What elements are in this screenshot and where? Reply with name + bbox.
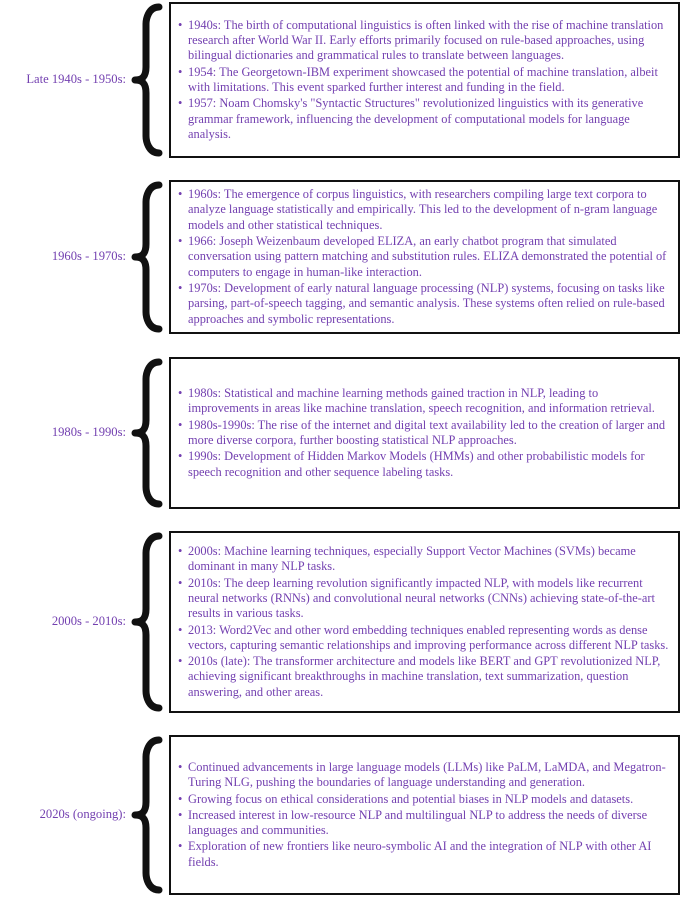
- era-bullet-list: [178, 760, 669, 870]
- era-bullet-text: Increased interest in low-resource NLP and multilingual NLP to address the needs of diverse languages and communities.: [188, 807, 648, 838]
- bullet-dot-icon: •: [178, 234, 183, 249]
- era-bullet-text: 2010s (late): The transformer architecture and models like BERT and GPT revolutionized NLP, achieving significant breakthroughs in machine translation, text summarization, question answering, and other areas.: [188, 654, 661, 699]
- era-bullet-item: [178, 576, 669, 622]
- era-bullet-item: [178, 839, 669, 870]
- era-bullet-item: [178, 760, 669, 791]
- bullet-dot-icon: •: [178, 417, 183, 432]
- era-content-box: [169, 357, 680, 509]
- era-bullet-item: [178, 18, 669, 64]
- era-bullet-item: [178, 623, 669, 654]
- era-bullet-item: [178, 418, 669, 449]
- era-bullet-text: 1954: The Georgetown-IBM experiment showcased the potential of machine translation, albeit with limitations. This event sparked further interest and funding in the field.: [188, 64, 658, 94]
- era-bullet-list: [178, 187, 669, 327]
- era-bullet-text: 1990s: Development of Hidden Markov Models (HMMs) and other probabilistic models for speech recognition and other sequence labeling tasks.: [188, 449, 645, 479]
- era-box-cell: [166, 2, 685, 158]
- bullet-dot-icon: •: [178, 64, 183, 79]
- era-bullet-text: Continued advancements in large language models (LLMs) like PaLM, LaMDA, and Megatron-Turing NLG, pushing the boundaries of language understanding and generation.: [188, 759, 666, 790]
- bullet-dot-icon: •: [178, 386, 183, 401]
- era-content-box: [169, 180, 680, 334]
- curly-brace-path: [135, 362, 159, 504]
- era-bullet-text: 2000s: Machine learning techniques, especially Support Vector Machines (SVMs) became dominant in many NLP tasks.: [188, 543, 636, 574]
- bullet-dot-icon: •: [178, 791, 183, 806]
- bullet-dot-icon: •: [178, 543, 183, 558]
- bullet-dot-icon: •: [178, 654, 183, 669]
- era-bullet-item: [178, 654, 669, 700]
- timeline-era-row: [0, 531, 685, 713]
- bullet-dot-icon: •: [178, 575, 183, 590]
- era-bullet-text: 1980s: Statistical and machine learning methods gained traction in NLP, leading to improvements in areas like machine translation, speech recognition, and information retrieval.: [188, 386, 655, 416]
- bullet-dot-icon: •: [178, 187, 183, 202]
- curly-brace-icon: [126, 357, 166, 509]
- era-bullet-list: [178, 544, 669, 700]
- bullet-dot-icon: •: [178, 839, 183, 854]
- era-box-cell: [166, 357, 685, 509]
- era-bullet-item: [178, 386, 669, 417]
- era-bullet-text: 1966: Joseph Weizenbaum developed ELIZA, an early chatbot program that simulated conversation using pattern matching and substitution rules. ELIZA demonstrated the potential of computers to engage in human-like interaction.: [188, 234, 667, 279]
- era-bullet-item: [178, 808, 669, 839]
- era-content-box: [169, 531, 680, 713]
- era-bullet-text: 2013: Word2Vec and other word embedding techniques enabled representing words as dense vectors, capturing semantic relationships and improving performance across different NLP tasks.: [188, 622, 669, 652]
- era-bullet-item: [178, 449, 669, 480]
- bullet-dot-icon: •: [178, 759, 183, 774]
- era-bullet-text: 1940s: The birth of computational linguistics is often linked with the rise of machine translation research after World War II. Early efforts primarily focused on rule-based approaches, using bilingual dictionaries and grammatical rules to translate between languages.: [188, 17, 664, 63]
- era-box-cell: [166, 735, 685, 895]
- era-label-cell: [0, 357, 126, 509]
- curly-brace-path: [135, 740, 159, 890]
- curly-brace-icon: [126, 2, 166, 158]
- timeline-era-row: [0, 2, 685, 158]
- era-bullet-text: Exploration of new frontiers like neuro-symbolic AI and the integration of NLP with other AI fields.: [188, 839, 652, 869]
- era-box-cell: [166, 531, 685, 713]
- era-label: Late 1940s - 1950s:: [26, 72, 126, 87]
- bullet-dot-icon: •: [178, 17, 183, 32]
- era-bullet-text: 1980s-1990s: The rise of the internet and digital text availability led to the creation of larger and more diverse corpora, further boosting statistical NLP approaches.: [188, 417, 666, 447]
- curly-brace-path: [135, 536, 159, 708]
- era-bullet-item: [178, 234, 669, 280]
- era-bullet-item: [178, 65, 669, 96]
- bullet-dot-icon: •: [178, 280, 183, 295]
- era-bullet-text: 1957: Noam Chomsky's "Syntactic Structures" revolutionized linguistics with its generative grammar framework, influencing the development of computational models for language analysis.: [188, 96, 644, 141]
- era-label-cell: [0, 180, 126, 334]
- era-bullet-list: [178, 18, 669, 143]
- era-bullet-item: [178, 187, 669, 233]
- era-bullet-item: [178, 792, 669, 807]
- era-label-cell: [0, 2, 126, 158]
- era-bullet-item: [178, 544, 669, 575]
- era-bullet-item: [178, 281, 669, 327]
- era-box-cell: [166, 180, 685, 334]
- era-bullet-text: 2010s: The deep learning revolution significantly impacted NLP, with models like recurrent neural networks (RNNs) and convolutional neural networks (CNNs) achieving state-of-the-art results in various tasks.: [188, 575, 655, 621]
- timeline-era-row: [0, 180, 685, 334]
- era-label-cell: [0, 531, 126, 713]
- era-bullet-text: 1960s: The emergence of corpus linguistics, with researchers compiling large text corpora to analyze language statistically and empirically. This led to the development of n-gram language models and other statistical techniques.: [188, 187, 658, 232]
- curly-brace-icon: [126, 531, 166, 713]
- era-label: 2000s - 2010s:: [51, 614, 126, 629]
- era-label: 1960s - 1970s:: [51, 249, 126, 264]
- era-bullet-text: Growing focus on ethical considerations and potential biases in NLP models and datasets.: [188, 791, 634, 806]
- curly-brace-path: [135, 185, 159, 329]
- era-content-box: [169, 735, 680, 895]
- era-content-box: [169, 2, 680, 158]
- timeline-era-row: [0, 735, 685, 895]
- curly-brace-icon: [126, 735, 166, 895]
- era-bullet-list: [178, 386, 669, 480]
- era-label-cell: [0, 735, 126, 895]
- bullet-dot-icon: •: [178, 449, 183, 464]
- era-bullet-text: 1970s: Development of early natural language processing (NLP) systems, focusing on tasks like parsing, part-of-speech tagging, and semantic analysis. These systems often relied on rule-based approaches and symbolic representations.: [188, 280, 665, 326]
- curly-brace-path: [135, 7, 159, 153]
- era-label: 2020s (ongoing):: [39, 807, 126, 822]
- bullet-dot-icon: •: [178, 96, 183, 111]
- timeline-era-row: [0, 357, 685, 509]
- bullet-dot-icon: •: [178, 622, 183, 637]
- era-label: 1980s - 1990s:: [51, 425, 126, 440]
- bullet-dot-icon: •: [178, 807, 183, 822]
- curly-brace-icon: [126, 180, 166, 334]
- era-bullet-item: [178, 96, 669, 142]
